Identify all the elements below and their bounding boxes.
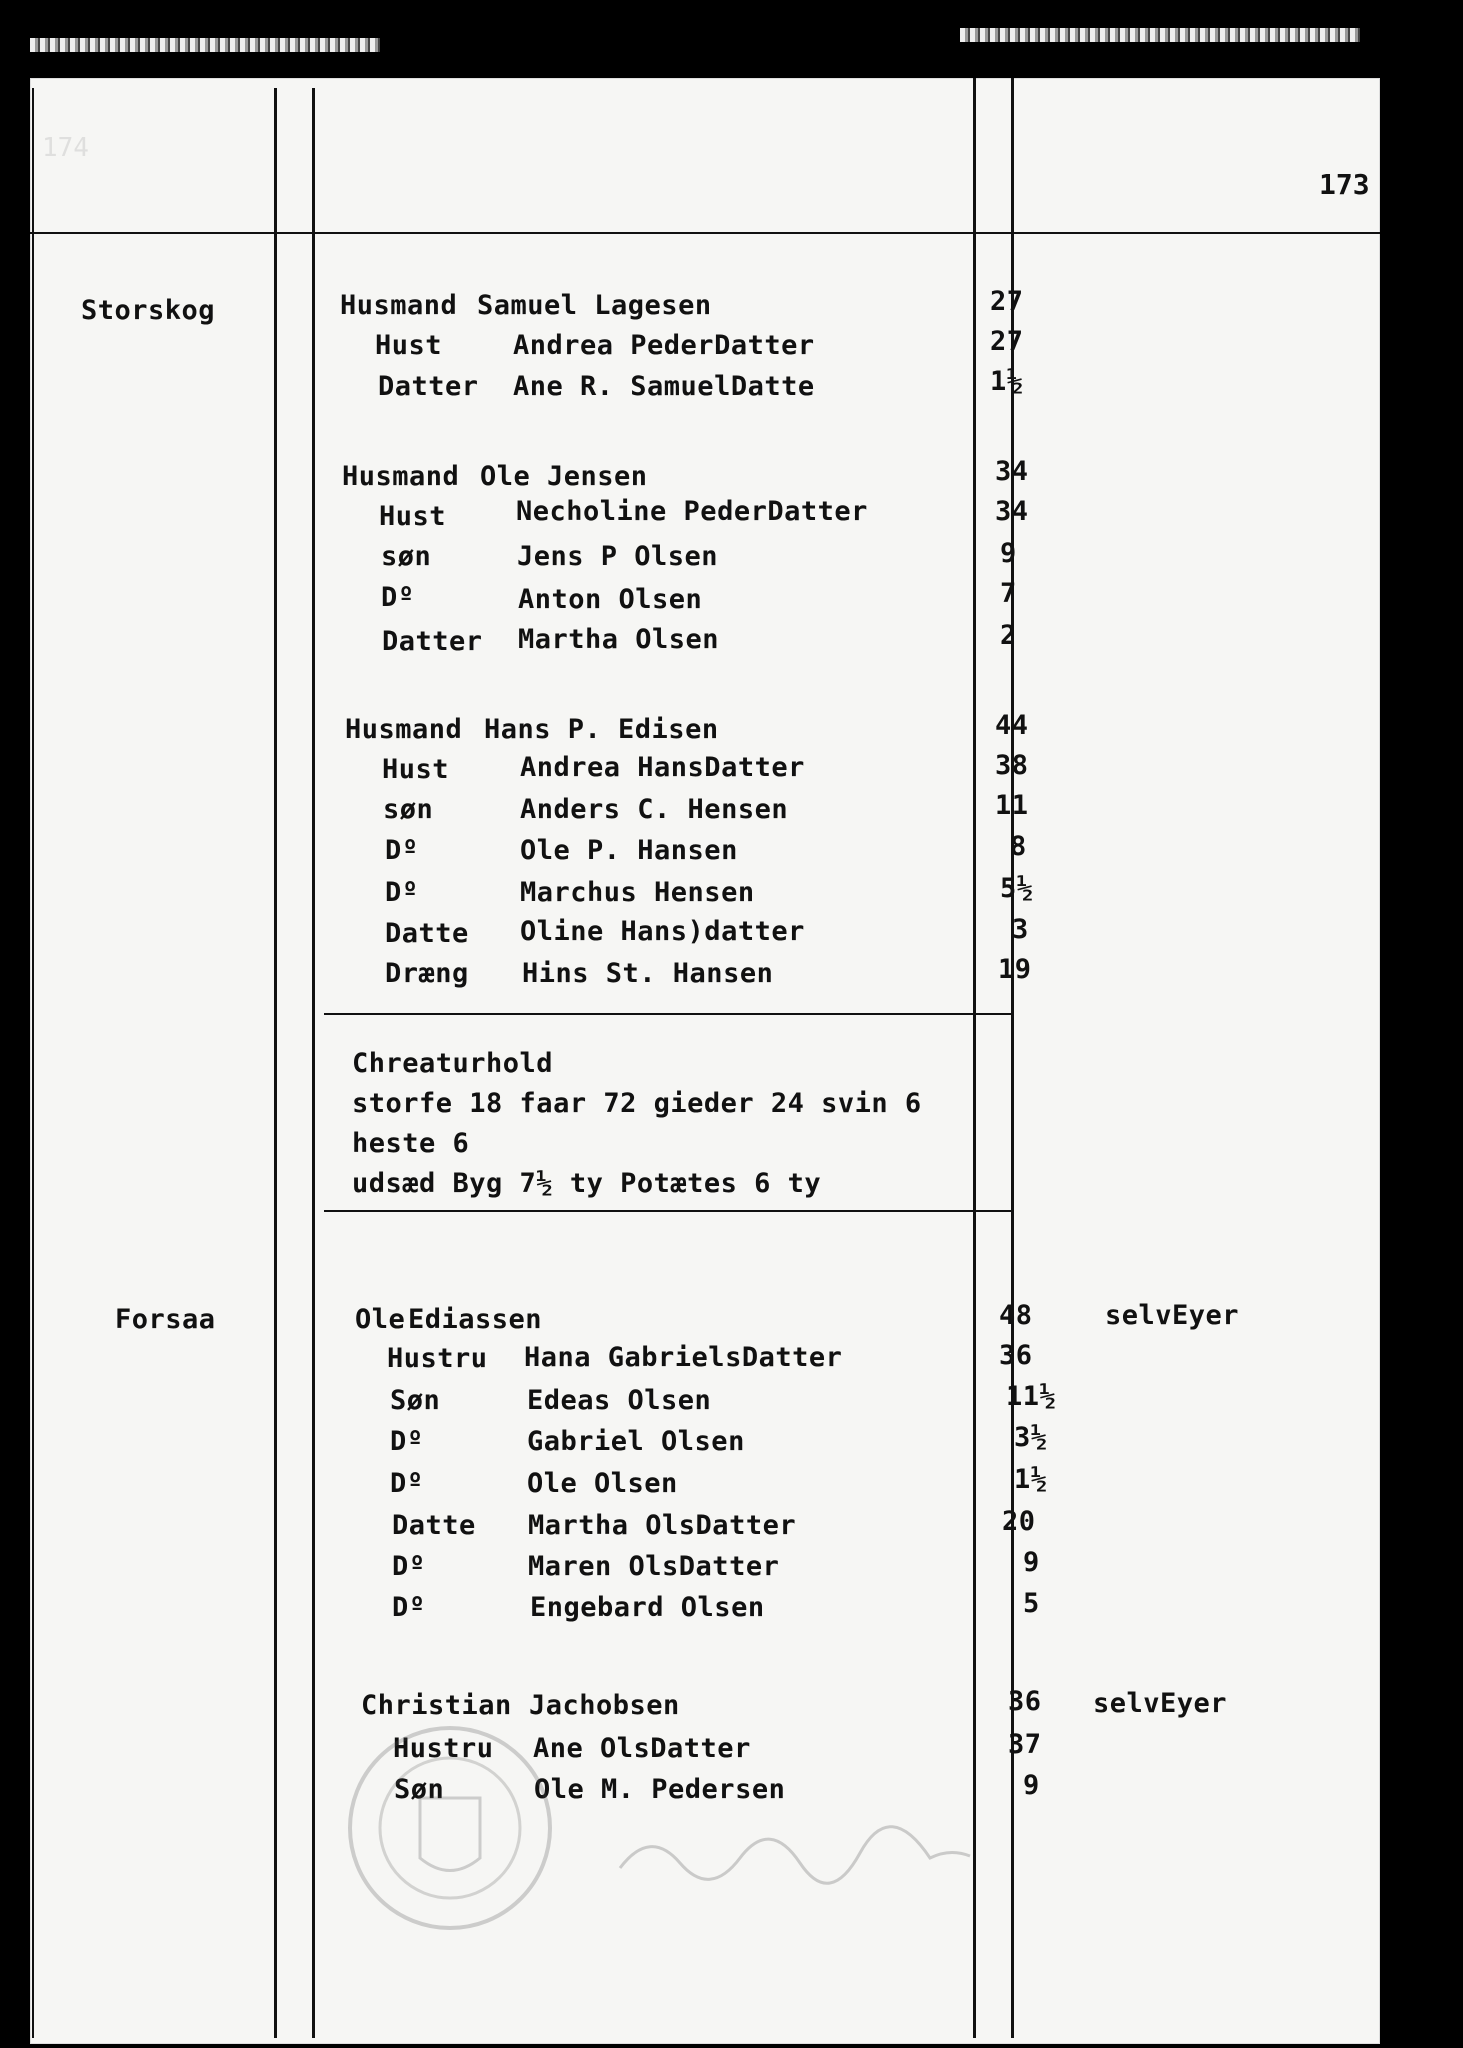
christian-name-2: Ane OlsDatter [533, 1733, 751, 1764]
household3-age-2: 38 [995, 750, 1029, 781]
forsaa-age-3: 11½ [1006, 1381, 1057, 1412]
household3-name-7: Hins St. Hansen [522, 958, 774, 989]
household3-age-3: 11 [995, 790, 1029, 821]
rule-header [30, 232, 1380, 234]
household1-role-3: Datter [378, 371, 479, 402]
household2-name-4: Anton Olsen [518, 584, 703, 615]
forsaa-age-6: 20 [1002, 1506, 1036, 1537]
household2-role-1: Husmand [342, 461, 460, 492]
forsaa-role-4: Dº [390, 1426, 424, 1457]
christian-name-3: Ole M. Pedersen [534, 1774, 786, 1805]
forsaa-name-3: Edeas Olsen [527, 1385, 712, 1416]
ghost-page-number: 174 [42, 133, 89, 163]
livestock-line-3: heste 6 [352, 1128, 470, 1159]
household1-age-3: 1½ [990, 366, 1024, 397]
household3-name-4: Ole P. Hansen [520, 835, 738, 866]
household2-role-4: Dº [381, 582, 415, 613]
christian-head-first: Christian [361, 1690, 512, 1721]
rule-left-margin [32, 88, 34, 2038]
forsaa-role-2: Hustru [387, 1343, 488, 1374]
household3-age-1: 44 [995, 710, 1029, 741]
household1-age-2: 27 [990, 326, 1024, 357]
christian-role-3: Søn [394, 1774, 445, 1805]
forsaa-role-8: Dº [392, 1592, 426, 1623]
forsaa-role-5: Dº [390, 1468, 424, 1499]
christian-age-3: 9 [1023, 1770, 1040, 1801]
christian-note: selvEyer [1093, 1688, 1228, 1719]
forsaa-role-7: Dº [392, 1551, 426, 1582]
rule-place-column [274, 88, 277, 2038]
household2-age-1: 34 [995, 456, 1029, 487]
household1-name-2: Andrea PederDatter [513, 330, 815, 361]
household3-name-1: Hans P. Edisen [484, 714, 719, 745]
forsaa-age-5: 1½ [1014, 1464, 1048, 1495]
household2-name-3: Jens P Olsen [517, 541, 719, 572]
forsaa-name-2: Hana GabrielsDatter [524, 1342, 843, 1373]
christian-age-2: 37 [1008, 1729, 1042, 1760]
household3-role-5: Dº [385, 877, 419, 908]
rule-age-column-left [973, 78, 976, 2038]
household2-name-2: Necholine PederDatter [516, 496, 868, 527]
household3-age-4: 8 [1010, 831, 1027, 862]
household2-role-2: Hust [379, 501, 447, 532]
household2-age-2: 34 [995, 496, 1029, 527]
torn-edge-top [30, 38, 380, 52]
household2-age-4: 7 [1000, 578, 1017, 609]
household1-name-1: Samuel Lagesen [477, 290, 712, 321]
christian-head-last: Jachobsen [529, 1690, 680, 1721]
torn-edge-top-right [960, 28, 1360, 42]
household1-role-1: Husmand [340, 290, 458, 321]
christian-role-2: Hustru [393, 1733, 494, 1764]
household3-role-1: Husmand [345, 714, 463, 745]
household3-role-7: Dræng [385, 958, 469, 989]
forsaa-name-4: Gabriel Olsen [527, 1426, 745, 1457]
household2-name-5: Martha Olsen [518, 624, 720, 655]
household2-role-3: søn [381, 541, 432, 572]
forsaa-name-6: Martha OlsDatter [528, 1510, 797, 1541]
forsaa-age-8: 5 [1023, 1588, 1040, 1619]
page-number: 173 [1319, 168, 1370, 201]
forsaa-head-last: Ediassen [408, 1304, 543, 1335]
household1-name-3: Ane R. SamuelDatte [513, 371, 815, 402]
forsaa-role-6: Datte [392, 1510, 476, 1541]
document-page [30, 78, 1380, 2044]
household1-role-2: Hust [375, 330, 443, 361]
rule-livestock-bottom [324, 1210, 1014, 1212]
handwritten-signature [610, 1818, 980, 1898]
household2-age-5: 2 [1000, 620, 1017, 651]
christian-age-1: 36 [1008, 1686, 1042, 1717]
forsaa-age-1: 48 [999, 1300, 1033, 1331]
household3-role-6: Datte [385, 918, 469, 949]
household3-age-7: 19 [998, 954, 1032, 985]
household3-role-3: søn [383, 794, 434, 825]
household1-age-1: 27 [990, 286, 1024, 317]
household3-name-3: Anders C. Hensen [520, 794, 789, 825]
livestock-line-4: udsæd Byg 7½ ty Potætes 6 ty [352, 1168, 822, 1199]
rule-name-column [312, 88, 315, 2038]
forsaa-name-5: Ole Olsen [527, 1468, 678, 1499]
rule-livestock-top [324, 1013, 1014, 1015]
household3-role-4: Dº [385, 835, 419, 866]
household2-role-5: Datter [382, 626, 483, 657]
place-forsaa: Forsaa [115, 1304, 216, 1335]
household3-age-6: 3 [1012, 914, 1029, 945]
household3-name-2: Andrea HansDatter [520, 752, 805, 783]
household3-age-5: 5½ [1000, 873, 1034, 904]
forsaa-age-7: 9 [1023, 1547, 1040, 1578]
livestock-line-2: storfe 18 faar 72 gieder 24 svin 6 [352, 1088, 922, 1119]
forsaa-role-3: Søn [390, 1385, 441, 1416]
forsaa-age-2: 36 [999, 1340, 1033, 1371]
forsaa-age-4: 3½ [1014, 1422, 1048, 1453]
forsaa-note: selvEyer [1105, 1300, 1240, 1331]
household3-name-6: Oline Hans)datter [520, 916, 805, 947]
archive-stamp [340, 1718, 560, 1938]
place-storskog: Storskog [81, 295, 216, 326]
forsaa-head-first: Ole [355, 1304, 406, 1335]
household2-name-1: Ole Jensen [480, 461, 648, 492]
household3-role-2: Hust [382, 754, 450, 785]
livestock-line-1: Chreaturhold [352, 1048, 554, 1079]
household2-age-3: 9 [1000, 538, 1017, 569]
household3-name-5: Marchus Hensen [520, 877, 755, 908]
forsaa-name-7: Maren OlsDatter [528, 1551, 780, 1582]
forsaa-name-8: Engebard Olsen [530, 1592, 765, 1623]
